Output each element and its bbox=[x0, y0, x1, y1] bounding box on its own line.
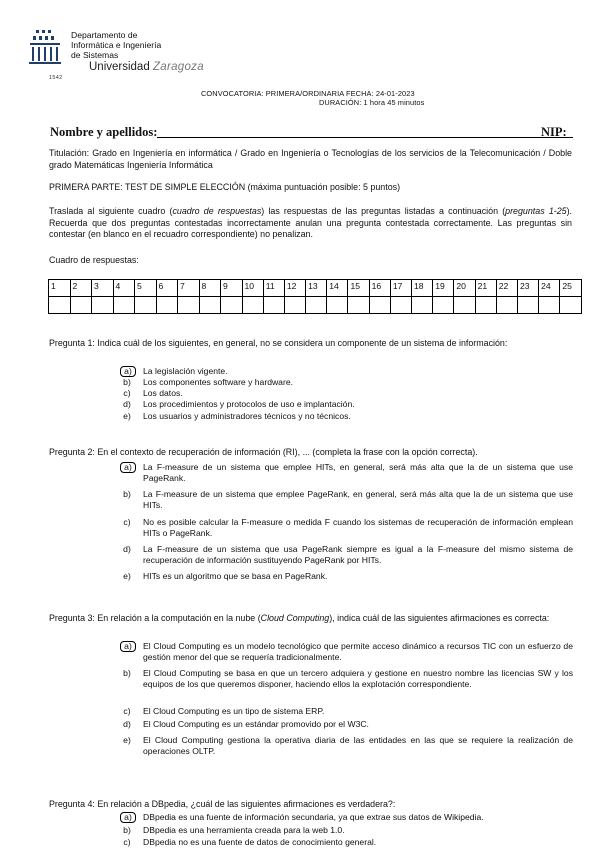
answer-input-cell[interactable] bbox=[475, 297, 496, 314]
answer-input-cell[interactable] bbox=[263, 297, 284, 314]
name-label: Nombre y apellidos: bbox=[50, 125, 158, 139]
option-letter: e) bbox=[123, 571, 131, 581]
nip-label: NIP: bbox=[541, 125, 567, 139]
option-text: Los procedimientos y protocolos de uso e implantación. bbox=[143, 399, 355, 409]
answer-input-cell[interactable] bbox=[178, 297, 200, 314]
option-text: Los componentes software y hardware. bbox=[143, 377, 293, 387]
question-4-text: Pregunta 4: En relación a DBpedia, ¿cuál de las siguientes afirmaciones es verdadera?: bbox=[49, 799, 396, 809]
answer-number-cell: 25 bbox=[560, 280, 581, 297]
university-name: Universidad Zaragoza bbox=[89, 61, 204, 73]
option-text: El Cloud Computing es un modelo tecnológico que permite acceso dinámico a recursos TIC con un esfuerzo de gestión menor del que se requería tradicionalmente. bbox=[143, 641, 573, 662]
answer-number-cell: 7 bbox=[178, 280, 200, 297]
answer-number-cell: 21 bbox=[475, 280, 496, 297]
option-text: La F-measure de un sistema que usa PageRank siempre es igual a la F-measure del mismo sistema de recuperación de información sustituyendo PageRank por HITs. bbox=[143, 544, 573, 565]
answer-number-cell: 17 bbox=[390, 280, 411, 297]
option-letter: c) bbox=[123, 517, 131, 527]
answer-number-cell: 6 bbox=[156, 280, 178, 297]
answer-input-cell[interactable] bbox=[433, 297, 454, 314]
question-3-text: Pregunta 3: En relación a la computación en la nube (Cloud Computing), indica cuál de las siguientes afirmaciones es correcta: bbox=[49, 613, 550, 623]
option-letter: d) bbox=[123, 544, 131, 554]
answer-number-cell: 18 bbox=[412, 280, 433, 297]
answer-input-cell[interactable] bbox=[199, 297, 221, 314]
university-logo bbox=[26, 28, 66, 78]
answer-number-cell: 16 bbox=[369, 280, 390, 297]
answer-number-cell: 23 bbox=[517, 280, 538, 297]
dept-line-3: de Sistemas bbox=[71, 50, 119, 60]
titulacion: Titulación: Grado en Ingeniería en informática / Grado en Ingeniería o Tecnologías de los servicios de la Telecomunicación / Doble grado Matemáticas Ingeniería Informática bbox=[49, 148, 572, 170]
convocatoria: CONVOCATORIA: PRIMERA/ORDINARIA FECHA: 24-01-2023 bbox=[201, 89, 415, 98]
option-letter: b) bbox=[123, 668, 131, 678]
option-letter: c) bbox=[123, 388, 131, 398]
duracion: DURACIÓN: 1 hora 45 minutos bbox=[319, 98, 425, 107]
option-letter: d) bbox=[123, 399, 131, 409]
answer-number-cell: 22 bbox=[496, 280, 517, 297]
option-text: HITs es un algoritmo que se basa en PageRank. bbox=[143, 571, 328, 581]
answer-input-cell[interactable] bbox=[242, 297, 263, 314]
instrucciones: Traslada al siguiente cuadro (cuadro de respuestas) las respuestas de las preguntas listadas a continuación (preguntas 1-25). Recuerda que dos preguntas contestadas incorrectamente anulan una pregunta contestada correctamente. Las preguntas sin contestar (en blanco en el recuadro correspondiente) no penalizan. bbox=[49, 206, 572, 240]
answer-input-cell[interactable] bbox=[348, 297, 369, 314]
name-row bbox=[50, 125, 572, 139]
founded-year: 1542 bbox=[49, 75, 63, 81]
answer-number-cell: 13 bbox=[306, 280, 327, 297]
option-text: La legislación vigente. bbox=[143, 366, 228, 376]
option-letter: e) bbox=[123, 735, 131, 745]
answer-input-cell[interactable] bbox=[284, 297, 305, 314]
option-letter: b) bbox=[123, 377, 131, 387]
dept-line-1: Departamento de bbox=[71, 30, 138, 40]
answer-number-cell: 10 bbox=[242, 280, 263, 297]
primera-parte: PRIMERA PARTE: TEST DE SIMPLE ELECCIÓN (máxima puntuación posible: 5 puntos) bbox=[49, 182, 401, 192]
answer-number-cell: 5 bbox=[135, 280, 157, 297]
option-text: DBpedia es una herramienta creada para la web 1.0. bbox=[143, 825, 345, 835]
answer-input-cell[interactable] bbox=[539, 297, 560, 314]
answer-number-cell: 2 bbox=[70, 280, 92, 297]
cuadro-label: Cuadro de respuestas: bbox=[49, 255, 139, 265]
question-2-text: Pregunta 2: En el contexto de recuperación de información (RI), ... (completa la frase con la opción correcta). bbox=[49, 447, 478, 457]
option-text: Los datos. bbox=[143, 388, 183, 398]
answer-input-cell[interactable] bbox=[221, 297, 243, 314]
option-letter: b) bbox=[123, 825, 131, 835]
answer-number-cell: 24 bbox=[539, 280, 560, 297]
name-input-line[interactable] bbox=[157, 137, 540, 138]
option-text: La F-measure de un sistema que emplee PageRank, en general, será más alta que la de un sistema que use HITs. bbox=[143, 489, 573, 510]
answer-input-cell[interactable] bbox=[454, 297, 475, 314]
option-text: La F-measure de un sistema que emplee HITs, en general, será más alta que la de un sistema que use PageRank. bbox=[143, 462, 573, 483]
answer-input-cell[interactable] bbox=[560, 297, 581, 314]
answer-number-cell: 20 bbox=[454, 280, 475, 297]
option-letter: d) bbox=[123, 719, 131, 729]
option-text: DBpedia es una fuente de información secundaria, ya que extrae sus datos de Wikipedia. bbox=[143, 812, 484, 822]
option-letter: b) bbox=[123, 489, 131, 499]
answer-input-cell[interactable] bbox=[135, 297, 157, 314]
option-letter-circled: a) bbox=[120, 462, 136, 473]
question-1-text: Pregunta 1: Indica cuál de los siguientes, en general, no se considera un componente de un sistema de información: bbox=[49, 338, 508, 348]
option-text: El Cloud Computing gestiona la operativa diaria de las entidades en las que se requiere la realización de operaciones OLTP. bbox=[143, 735, 573, 756]
answer-input-cell[interactable] bbox=[412, 297, 433, 314]
answer-number-cell: 15 bbox=[348, 280, 369, 297]
option-letter: c) bbox=[123, 837, 131, 847]
answer-input-cell[interactable] bbox=[49, 297, 71, 314]
answer-number-cell: 14 bbox=[327, 280, 348, 297]
option-letter-circled: a) bbox=[120, 641, 136, 652]
answer-number-cell: 19 bbox=[433, 280, 454, 297]
answer-input-cell[interactable] bbox=[517, 297, 538, 314]
option-letter-circled: a) bbox=[120, 812, 136, 823]
answer-input-cell[interactable] bbox=[156, 297, 178, 314]
answer-number-cell: 11 bbox=[263, 280, 284, 297]
answer-input-cell[interactable] bbox=[496, 297, 517, 314]
answer-number-cell: 9 bbox=[221, 280, 243, 297]
option-text: El Cloud Computing se basa en que un tercero adquiera y gestione en nuestro nombre las licencias SW y los equipos de los que queremos disponer, haciendo ellos la explotación correspondiente. bbox=[143, 668, 573, 689]
option-text: No es posible calcular la F-measure o medida F cuando los sistemas de recuperación de información emplean HITs o PageRank. bbox=[143, 517, 573, 538]
answer-input-row bbox=[49, 297, 582, 314]
option-letter: e) bbox=[123, 411, 131, 421]
option-text: El Cloud Computing es un estándar promovido por el W3C. bbox=[143, 719, 369, 729]
option-text: DBpedia no es una fuente de datos de conocimiento general. bbox=[143, 837, 377, 847]
dept-line-2: Informática e Ingeniería bbox=[71, 40, 162, 50]
answer-input-cell[interactable] bbox=[390, 297, 411, 314]
answer-input-cell[interactable] bbox=[113, 297, 135, 314]
answer-input-cell[interactable] bbox=[327, 297, 348, 314]
option-text: El Cloud Computing es un tipo de sistema ERP. bbox=[143, 706, 325, 716]
answer-number-row bbox=[49, 280, 582, 297]
option-text: Los usuarios y administradores técnicos y no técnicos. bbox=[143, 411, 351, 421]
option-letter-circled: a) bbox=[120, 366, 136, 377]
option-letter: c) bbox=[123, 706, 131, 716]
answer-number-cell: 4 bbox=[113, 280, 135, 297]
answer-number-cell: 3 bbox=[92, 280, 114, 297]
answer-number-cell: 12 bbox=[284, 280, 305, 297]
nip-input-line[interactable] bbox=[523, 137, 573, 138]
answer-table bbox=[48, 279, 582, 314]
answer-input-cell[interactable] bbox=[306, 297, 327, 314]
answer-input-cell[interactable] bbox=[369, 297, 390, 314]
answer-number-cell: 1 bbox=[49, 280, 71, 297]
answer-number-cell: 8 bbox=[199, 280, 221, 297]
answer-input-cell[interactable] bbox=[92, 297, 114, 314]
answer-input-cell[interactable] bbox=[70, 297, 92, 314]
